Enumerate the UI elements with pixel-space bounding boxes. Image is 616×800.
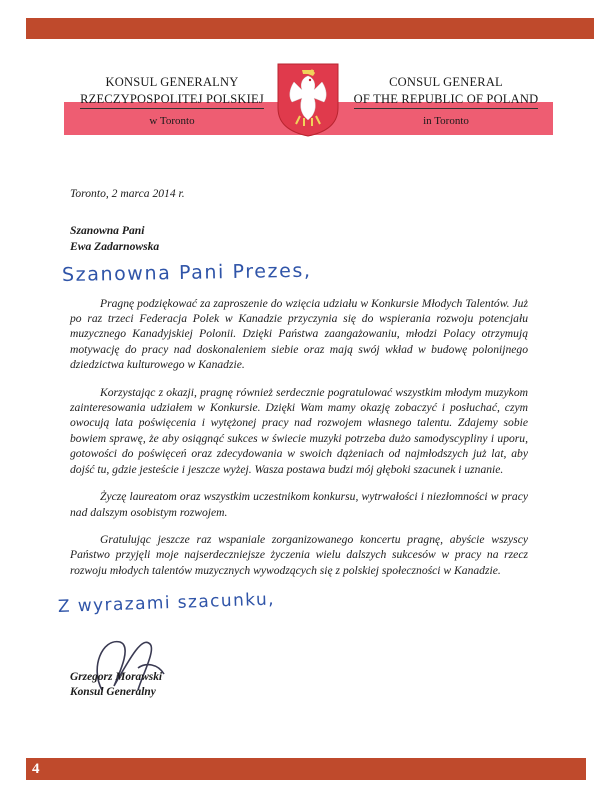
letterhead [64,64,553,135]
letterhead-english-title: CONSUL GENERAL [389,75,503,89]
paragraph-3: Życzę laureatom oraz wszystkim uczestnikom konkursu, wytrwałości i niezłomności w pracy nad dalszym osobistym rozwojem. [70,490,528,519]
letter-date: Toronto, 2 marca 2014 r. [70,187,185,200]
addressee-line-1: Szanowna Pani [70,224,145,238]
signer-name: Grzegorz Morawski [70,671,163,683]
page-number: 4 [32,761,40,777]
letterhead-polish-title: KONSUL GENERALNY [105,75,239,89]
letterhead-english [350,74,542,128]
top-decorative-bar [26,18,594,39]
letterhead-english-subtitle: OF THE REPUBLIC OF POLAND [354,91,539,109]
paragraph-4: Gratulując jeszcze raz wspaniale zorganizowanego koncertu pragnę, abyście wszyscy Państwo przyjęli moje najserdeczniejsze życzenia wielu dalszych sukcesów w pracy na rzecz rozwoju młodych talentów muzycznych wywodzących się z polskiej społeczności w Kanadzie. [70,532,528,577]
bottom-decorative-bar [26,758,586,780]
handwritten-salutation: Szanowna Pani Prezes, [61,259,312,287]
paragraph-1: Pragnę podziękować za zaproszenie do wzięcia udziału w Konkursie Młodych Talentów. Już po raz trzeci Federacja Polek w Kanadzie przyczynia się do wspierania rozwoju potencjału muzycznego Kanadyjskiej Polonii. Dzięki Państwa zaangażowaniu, młodzi Polacy otrzymują motywację do pracy nad doskonaleniem siebie oraz mają swój wkład w budowę polonijnego dziedzictwa kulturowego w Kanadzie. [70,296,528,372]
letterhead-english-city: in Toronto [423,115,469,127]
signer-title: Konsul Generalny [70,686,156,698]
letterhead-polish [76,74,268,128]
letterhead-polish-city: w Toronto [149,115,195,127]
handwritten-closing: Z wyrazami szacunku, [57,589,276,618]
letterhead-polish-subtitle: RZECZYPOSPOLITEJ POLSKIEJ [80,91,264,109]
polish-eagle-icon [274,60,342,138]
paragraph-2: Korzystając z okazji, pragnę również serdecznie pogratulować wszystkim młodym muzykom zainteresowania udziałem w Konkursie. Dzięki Wam mamy okazję zobaczyć i posłuchać, czym owocują lata poświęcenia i wytężonej pracy nad rozwojem własnego talentu. Zdajemy sobie bowiem sprawę, że aby osiągnąć sukces w świecie muzyki potrzeba dużo samodyscypliny i uporu, gotowości do poświęceń oraz zdecydowania w swoich dążeniach od najmłodszych już lat, aby dojść tu, gdzie jesteście i jeszcze wyżej. Wasza postawa budzi mój głęboki szacunek i uznanie. [70,385,528,476]
addressee-line-2: Ewa Zadarnowska [70,239,160,253]
letter-body [57,186,528,618]
